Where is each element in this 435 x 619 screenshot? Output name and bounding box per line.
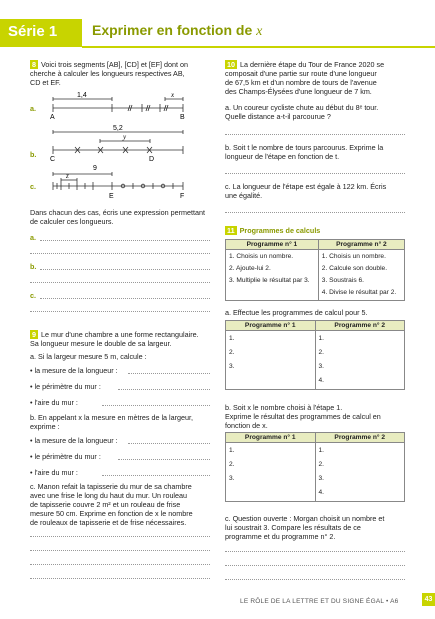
page-title-var: x <box>256 24 263 39</box>
ex10-text-3: de 67,5 km et d'un nombre de tours de l'avenue <box>225 78 377 87</box>
ex10-c-text-2: une égalité. <box>225 191 263 200</box>
ex9-statement <box>30 330 220 348</box>
ex8-text-3: CD et EF. <box>30 78 61 87</box>
segment-ef <box>53 172 183 190</box>
program-2-header: Programme n° 2 <box>318 240 404 250</box>
p1-expr-3[interactable]: 3. <box>229 475 235 482</box>
program-2-header: Programme n° 2 <box>315 321 405 331</box>
segment-ab <box>53 97 183 112</box>
p2-step-2: 2. Calcule son double. <box>321 265 388 272</box>
ex9-c-text-4: mesure 50 cm. Exprime en fonction de x le nombre <box>30 509 193 518</box>
ex9-number: 9 <box>32 330 36 339</box>
ex9-text-2: Sa longueur mesure le double de sa largeur. <box>30 339 172 348</box>
p1-answer-3[interactable]: 3. <box>229 363 235 370</box>
answer-line[interactable] <box>118 388 210 390</box>
ex10-b-text-2: longueur de l'étape en fonction de t. <box>225 152 340 161</box>
ex11-title: Programmes de calculs <box>239 226 321 235</box>
seg-c-var: z <box>66 172 69 180</box>
point-b: B <box>180 114 185 121</box>
ex8-instruction <box>30 208 220 226</box>
serie-tab <box>0 19 82 47</box>
program-1-answers[interactable] <box>226 331 316 390</box>
answer-line[interactable] <box>40 239 210 241</box>
ex8-text-2: cherche à calculer les longueurs respectives AB, <box>30 69 185 78</box>
answer-line[interactable] <box>118 458 210 460</box>
p2-expr-2[interactable]: 2. <box>318 461 324 468</box>
point-d: D <box>149 156 155 163</box>
answer-line[interactable] <box>30 549 210 551</box>
ex10-text-2: composait d'une partie sur route d'une longueur <box>225 69 377 78</box>
p2-step-4: 4. Divise le résultat par 2. <box>321 289 397 296</box>
seg-b-var: y <box>123 133 127 141</box>
answer-line[interactable] <box>30 252 210 254</box>
ex11-c-text-1: c. Question ouverte : Morgan choisit un nombre et <box>225 514 385 523</box>
footer-text: LE RÔLE DE LA LETTRE ET DU SIGNE ÉGAL • A6 <box>240 598 399 605</box>
seg-c-length: 9 <box>93 165 97 172</box>
ex9-c-text-1: c. Manon refait la tapisserie du mur de sa chambre <box>30 482 192 491</box>
answer-line[interactable] <box>40 297 210 299</box>
p2-expr-1[interactable]: 1. <box>318 447 324 454</box>
program-1-expressions[interactable] <box>226 443 316 502</box>
programs-answer-table-b <box>225 432 405 502</box>
p2-step-3: 3. Soustrais 6. <box>321 277 364 284</box>
ex9-c-text-3: de tapisserie couvre 2 m² et un rouleau de frise <box>30 500 181 509</box>
ex10-a-text-1: a. Un coureur cycliste chute au début du 8ᵉ tour. <box>225 103 379 112</box>
program-2-answers[interactable] <box>315 331 405 390</box>
ex9-b-length: • la mesure de la longueur : <box>30 436 118 445</box>
p1-expr-1[interactable]: 1. <box>229 447 235 454</box>
p2-answer-4[interactable]: 4. <box>318 377 324 384</box>
p1-answer-2[interactable]: 2. <box>229 349 235 356</box>
p1-answer-1[interactable]: 1. <box>229 335 235 342</box>
ex11-question-c <box>225 514 415 541</box>
point-a: A <box>50 114 55 121</box>
program-1-header: Programme n° 1 <box>226 240 319 250</box>
answer-line[interactable] <box>225 578 405 580</box>
ex10-statement <box>225 60 415 96</box>
segment-cd <box>53 130 183 154</box>
p1-expr-2[interactable]: 2. <box>229 461 235 468</box>
ex8-a-label: a. <box>30 104 36 113</box>
answer-line[interactable] <box>225 550 405 552</box>
ex9-a-perimeter: • le périmètre du mur : <box>30 382 101 391</box>
program-2-expressions[interactable] <box>315 443 405 502</box>
program-1-steps <box>226 250 319 301</box>
ex8-b-label: b. <box>30 150 37 159</box>
ex8-c-label: c. <box>30 182 36 191</box>
ex8-number: 8 <box>32 60 36 69</box>
ex11-b-text-2: Exprime le résultat des programmes de calcul en <box>225 412 381 421</box>
ex10-b-text-1: b. Soit t le nombre de tours parcourus. Exprime la <box>225 143 384 152</box>
page-title <box>92 22 262 40</box>
answer-line[interactable] <box>225 133 405 135</box>
program-1-header: Programme n° 1 <box>226 433 316 443</box>
ex10-text-4: des Champs-Élysées d'une longueur de 7 km. <box>225 87 372 96</box>
seg-b-length: 5,2 <box>113 125 123 132</box>
answer-line[interactable] <box>225 211 405 213</box>
ex10-question-a <box>225 103 415 121</box>
point-c: C <box>50 156 56 163</box>
p2-expr-3[interactable]: 3. <box>318 475 324 482</box>
ex11-c-text-3: programme et du programme n° 2. <box>225 532 336 541</box>
programs-table <box>225 239 405 301</box>
answer-line[interactable] <box>102 404 210 406</box>
p1-step-3: 3. Multiplie le résultat par 3. <box>229 277 310 284</box>
serie-label: Série 1 <box>8 23 58 40</box>
ex9-b-text-1: b. En appelant x la mesure en mètres de la largeur, <box>30 413 194 422</box>
answer-line[interactable] <box>128 372 210 374</box>
program-2-header: Programme n° 2 <box>315 433 405 443</box>
ex10-question-b <box>225 143 415 161</box>
ex11-b-text-3: fonction de x. <box>225 421 268 430</box>
answer-line[interactable] <box>40 268 210 270</box>
ex8-text-1: Voici trois segments [AB], [CD] et [EF] dont on <box>41 60 189 69</box>
ex11-b-text-1: b. Soit x le nombre choisi à l'étape 1. <box>225 403 343 412</box>
ex8-instr-1: Dans chacun des cas, écris une expression permettant <box>30 208 205 217</box>
page-number: 43 <box>422 593 435 606</box>
ex9-b-perimeter: • le périmètre du mur : <box>30 452 101 461</box>
ex11-heading <box>225 226 320 235</box>
ex9-question-b <box>30 413 220 431</box>
programs-answer-table-a <box>225 320 405 390</box>
p2-step-1: 1. Choisis un nombre. <box>321 253 386 260</box>
ex8-answer-c-label: c. <box>30 291 36 300</box>
ex9-b-area: • l'aire du mur : <box>30 468 78 477</box>
answer-line[interactable] <box>30 563 210 565</box>
seg-a-length: 1,4 <box>77 92 87 99</box>
ex9-a-length: • la mesure de la longueur : <box>30 366 118 375</box>
ex9-a-area: • l'aire du mur : <box>30 398 78 407</box>
ex9-c-text-2: avec une frise le long du haut du mur. Un rouleau <box>30 491 188 500</box>
program-1-header: Programme n° 1 <box>226 321 316 331</box>
ex11-c-text-2: lui soustrait 3. Compare les résultats de ce <box>225 523 361 532</box>
answer-line[interactable] <box>30 535 210 537</box>
ex10-number: 10 <box>227 60 235 69</box>
ex9-question-c <box>30 482 220 527</box>
seg-a-var: x <box>171 91 175 99</box>
segments-figure <box>45 88 215 203</box>
p2-answer-2[interactable]: 2. <box>318 349 324 356</box>
header-rule <box>82 46 435 48</box>
ex10-question-c <box>225 182 415 200</box>
program-2-steps <box>318 250 404 301</box>
answer-line[interactable] <box>102 474 210 476</box>
p2-answer-3[interactable]: 3. <box>318 363 324 370</box>
page-title-text: Exprimer en fonction de <box>92 22 253 38</box>
ex8-instr-2: de calculer ces longueurs. <box>30 217 114 226</box>
ex10-text-1: La dernière étape du Tour de France 2020 se <box>240 60 385 69</box>
point-f: F <box>180 193 185 200</box>
ex10-c-text-1: c. La longueur de l'étape est égale à 122 km. Écris <box>225 182 387 191</box>
ex11-number: 11 <box>227 226 235 235</box>
p1-step-1: 1. Choisis un nombre. <box>229 253 294 260</box>
ex9-question-a: a. Si la largeur mesure 5 m, calcule : <box>30 352 147 361</box>
answer-line[interactable] <box>30 577 210 579</box>
p2-expr-4[interactable]: 4. <box>318 489 324 496</box>
ex11-question-b <box>225 403 415 430</box>
answer-line[interactable] <box>225 172 405 174</box>
ex10-a-text-2: Quelle distance a-t-il parcourue ? <box>225 112 331 121</box>
answer-line[interactable] <box>30 281 210 283</box>
ex8-statement <box>30 60 215 87</box>
ex9-c-text-5: de rouleaux de tapisserie et de frise nécessaires. <box>30 518 187 527</box>
ex8-answer-b-label: b. <box>30 262 37 271</box>
point-e: E <box>109 193 114 200</box>
ex9-b-text-2: exprime : <box>30 422 60 431</box>
p1-step-2: 2. Ajoute-lui 2. <box>229 265 271 272</box>
ex9-text-1: Le mur d'une chambre a une forme rectangulaire. <box>41 330 199 339</box>
ex8-answer-a-label: a. <box>30 233 36 242</box>
answer-line[interactable] <box>225 564 405 566</box>
p2-answer-1[interactable]: 1. <box>318 335 324 342</box>
answer-line[interactable] <box>128 442 210 444</box>
answer-line[interactable] <box>30 310 210 312</box>
ex11-question-a: a. Effectue les programmes de calcul pour 5. <box>225 308 368 317</box>
